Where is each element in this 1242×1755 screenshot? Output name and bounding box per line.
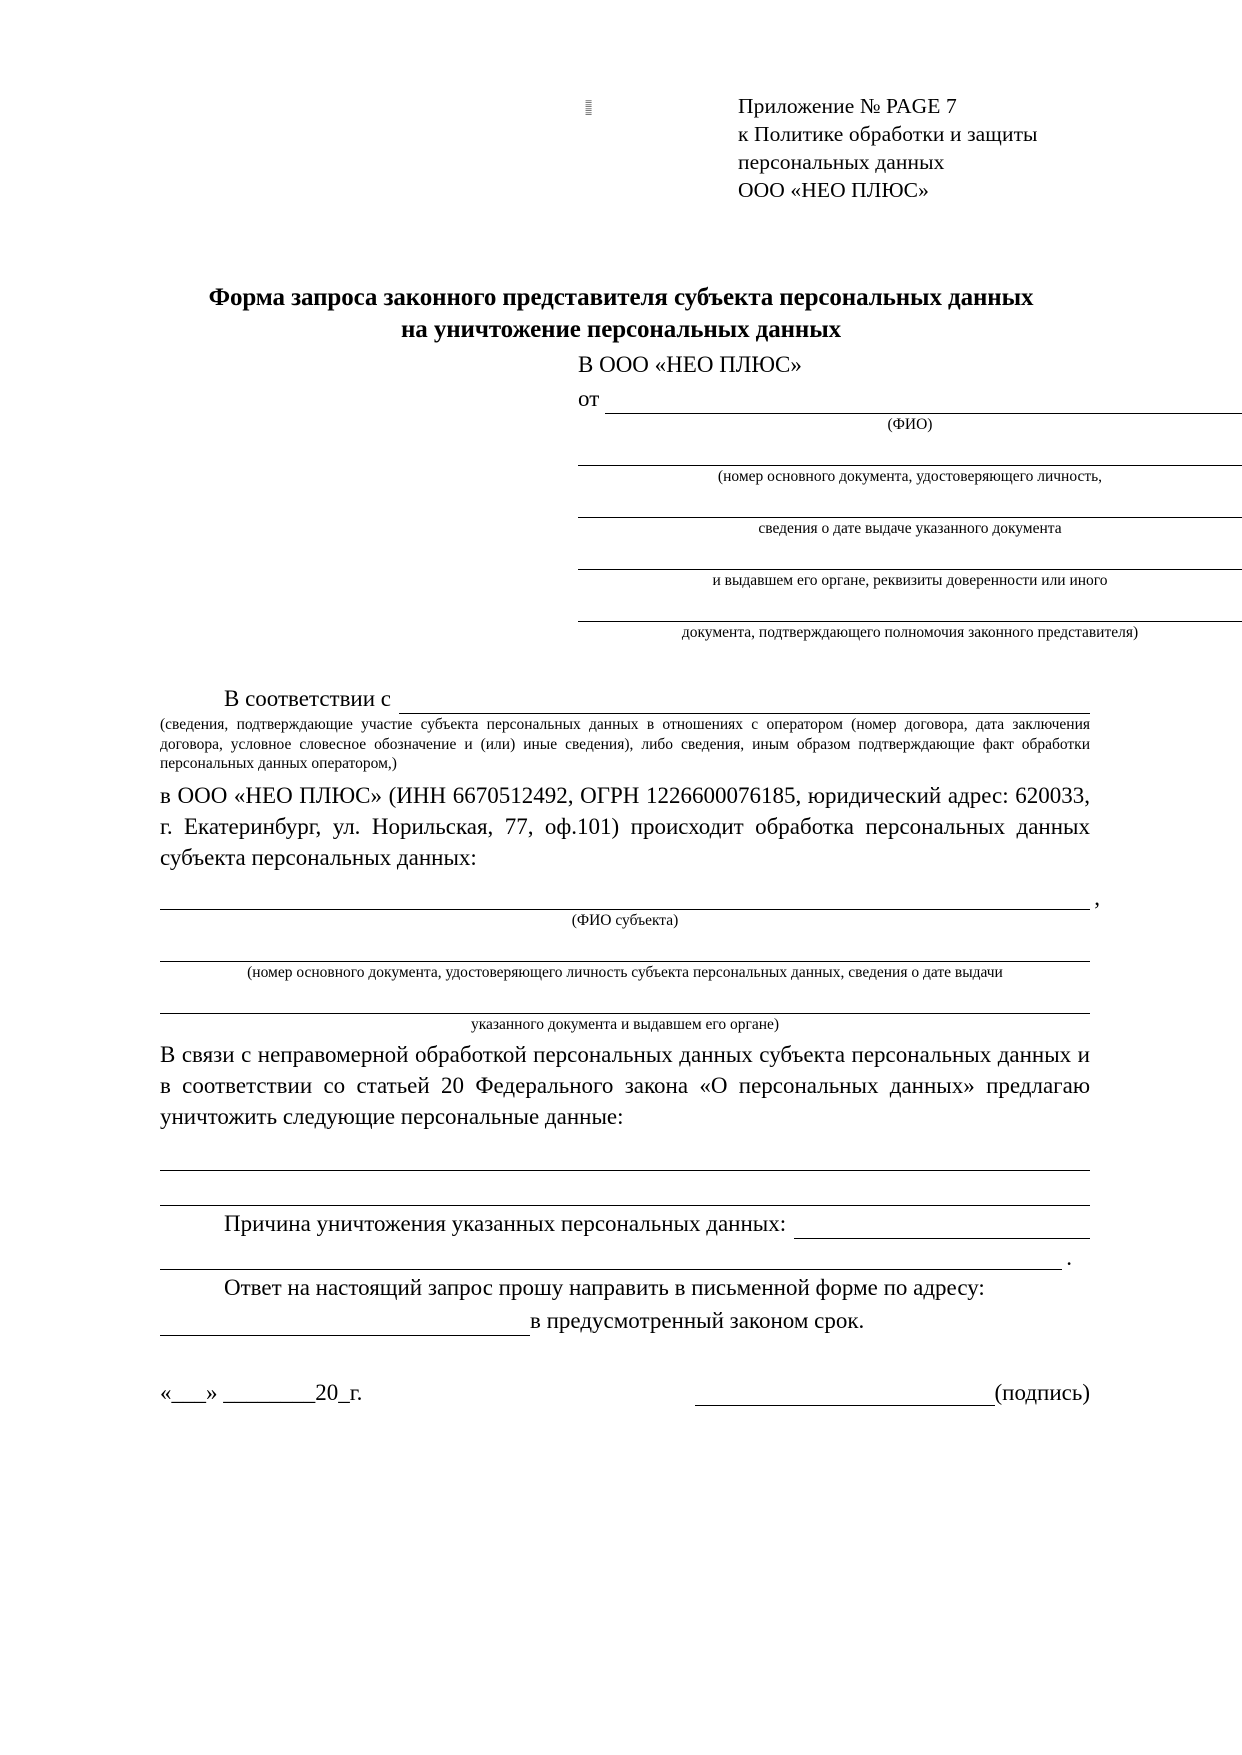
answer-label: Ответ на настоящий запрос прошу направить в письменной форме по адресу: bbox=[224, 1274, 985, 1300]
date-field[interactable]: «___» ________20_г. bbox=[160, 1379, 363, 1405]
answer-tail: в предусмотренный законом срок. bbox=[530, 1307, 865, 1333]
caption-subject-doc: (номер основного документа, удостоверяющего личность субъекта персональных данных, сведения о дате выдачи bbox=[247, 963, 1003, 981]
caption-subject-fio: (ФИО субъекта) bbox=[571, 911, 679, 929]
caption-doc-date: сведения о дате выдаче указанного документа bbox=[758, 520, 1062, 537]
accordance-label: В соответствии с bbox=[224, 686, 392, 711]
signature-label: (подпись) bbox=[994, 1379, 1090, 1405]
doc-number-field[interactable] bbox=[578, 437, 1242, 466]
appendix-line-1: Приложение № PAGE 7 bbox=[738, 94, 957, 118]
appendix-line-2: к Политике обработки и защиты bbox=[738, 122, 1038, 146]
signature-row bbox=[0, 1380, 1242, 1406]
answer-address-field[interactable] bbox=[160, 1317, 530, 1336]
operator-paragraph: в ООО «НЕО ПЛЮС» (ИНН 6670512492, ОГРН 1226600076185, юридический адрес: 620033, г. Екатеринбург, ул. Норильская, 77, оф.101) происходит обработка персональных данных субъекта персональных данных: bbox=[160, 782, 1090, 870]
answer-row bbox=[160, 1272, 1090, 1303]
answer-address-row bbox=[160, 1305, 1090, 1336]
doc-date-field[interactable] bbox=[578, 489, 1242, 518]
signature-field[interactable] bbox=[695, 1387, 995, 1406]
appendix-line-4: ООО «НЕО ПЛЮС» bbox=[738, 178, 929, 202]
accordance-caption: (сведения, подтверждающие участие субъекта персональных данных в отношениях с оператором (номер договора, дата заключения договора, условное словесное обозначение и (или) иные сведения), либо сведения, иным образом подтверждающие факт обработки персональных данных оператором,) bbox=[160, 716, 1090, 772]
caption-subject-doc-2: указанного документа и выдавшем его органе) bbox=[470, 1015, 780, 1033]
subject-fio-field[interactable] bbox=[160, 879, 1090, 910]
reason-row bbox=[160, 1208, 1090, 1239]
doc-powers-field[interactable] bbox=[578, 593, 1242, 622]
subject-doc-field[interactable] bbox=[160, 931, 1090, 962]
appendix-line-3: персональных данных bbox=[738, 150, 945, 174]
caption-doc-number: (номер основного документа, удостоверяющего личность, bbox=[717, 468, 1103, 485]
document-header bbox=[0, 0, 1242, 204]
appendix-reference bbox=[738, 92, 1208, 204]
document-mark-icon bbox=[585, 100, 613, 116]
accordance-row bbox=[160, 683, 1090, 714]
accordance-field[interactable] bbox=[399, 693, 1090, 714]
addressee-company: В ООО «НЕО ПЛЮС» bbox=[578, 352, 802, 377]
reason-field-2[interactable] bbox=[160, 1239, 1062, 1270]
personal-data-field-1[interactable] bbox=[160, 1136, 1090, 1171]
addressee-block bbox=[0, 350, 1242, 643]
caption-fio: (ФИО) bbox=[887, 416, 933, 433]
reason-label: Причина уничтожения указанных персональных данных: bbox=[224, 1210, 787, 1236]
reason-field[interactable] bbox=[794, 1218, 1090, 1239]
caption-doc-powers: документа, подтверждающего полномочия законного представителя) bbox=[681, 624, 1139, 641]
claim-paragraph: В связи с неправомерной обработкой персональных данных субъекта персональных данных и в соответствии со статьей 20 Федерального закона «О персональных данных» предлагаю уничтожить следующие персональные данные: bbox=[160, 1041, 1090, 1129]
page-title-line-2: на уничтожение персональных данных bbox=[400, 316, 842, 343]
caption-doc-organ: и выдавшем его органе, реквизиты доверенности или иного bbox=[712, 572, 1108, 589]
personal-data-field-2[interactable] bbox=[160, 1171, 1090, 1206]
doc-organ-field[interactable] bbox=[578, 541, 1242, 570]
from-name-field[interactable] bbox=[605, 393, 1242, 414]
page-title-line-1: Форма запроса законного представителя субъекта персональных данных bbox=[208, 284, 1034, 311]
from-label: от bbox=[578, 386, 600, 411]
subject-doc-field-2[interactable] bbox=[160, 983, 1090, 1014]
document-body bbox=[0, 683, 1242, 1336]
page-title bbox=[0, 282, 1242, 346]
from-row bbox=[578, 384, 1242, 414]
